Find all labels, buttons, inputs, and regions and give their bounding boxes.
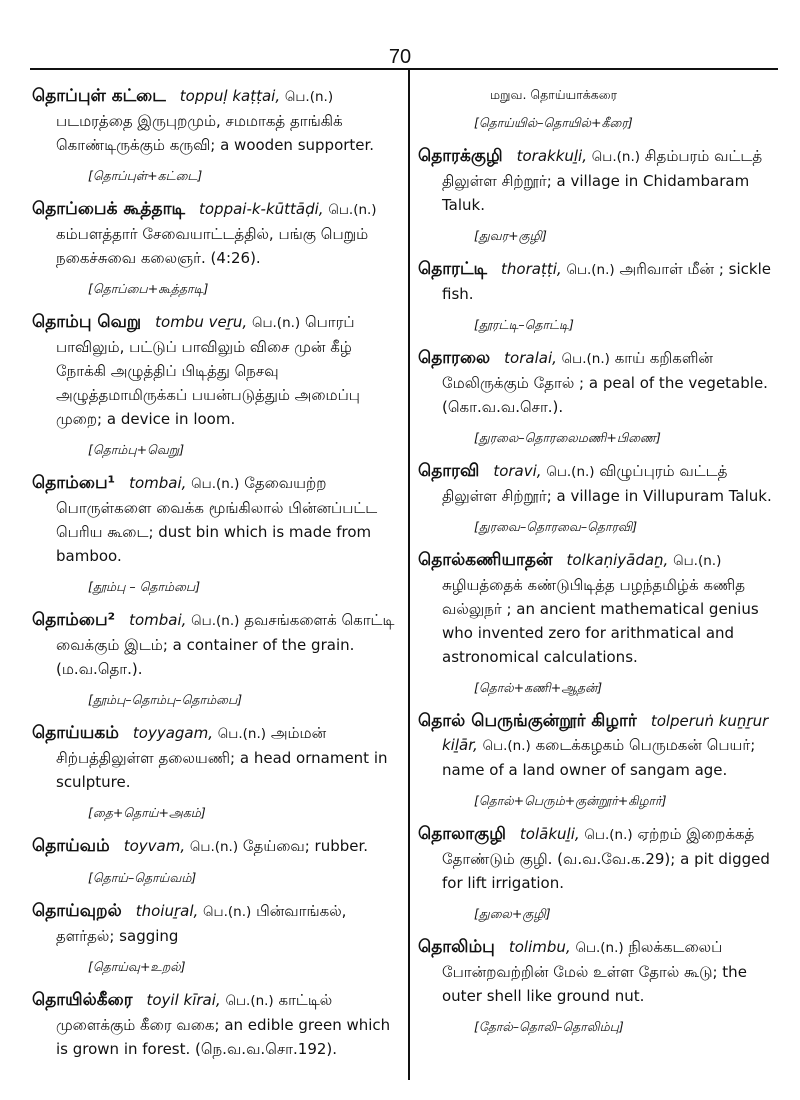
transliteration: thoiuṟal,: [135, 902, 199, 920]
definition: தேய்வை; rubber.: [242, 837, 369, 855]
entry-line: [32, 310, 398, 431]
part-of-speech: பெ.(n.): [561, 351, 610, 367]
definition: ஏற்றம் இறைக்கத் தோண்டும் குழி. (வ.வ.வே.க.29); a pit digged for lift irrigation.: [442, 825, 770, 892]
left-column: [32, 84, 398, 1067]
transliteration: thoraṭṭi,: [501, 260, 562, 278]
part-of-speech: பெ.(n.): [575, 940, 624, 956]
etymology: [துவர+குழி]: [474, 228, 547, 243]
dictionary-entry: [418, 935, 784, 1036]
variant-note: மறுவ. தொய்யாக்கரை: [490, 87, 618, 102]
part-of-speech: பெ.(n.): [284, 89, 334, 105]
definition: அரிவாள் மீன் ; sickle fish.: [442, 260, 771, 303]
transliteration: toyvam,: [123, 837, 186, 855]
part-of-speech: பெ.(n.): [482, 738, 531, 754]
definition: காட்டில் முளைக்கும் கீரை வகை; an edible green which is grown in forest. (நெ.வ.வ.சொ.192).: [56, 991, 391, 1058]
dictionary-entry: [32, 834, 398, 887]
entry-line: [418, 709, 784, 782]
part-of-speech: பெ.(n.): [191, 476, 240, 492]
definition: பின்வாங்கல், தளர்தல்; sagging: [56, 902, 347, 945]
headword: தொரட்டி: [418, 259, 488, 279]
headword: தொயில்கீரை: [32, 990, 133, 1010]
transliteration: toralai,: [504, 349, 557, 367]
etymology: [தொல்+பெரும்+குன்றூர்+கிழார்]: [474, 793, 667, 808]
etymology: [துரலை–தொரலைமணி+பிணை]: [474, 430, 661, 445]
entry-line: [418, 935, 784, 1008]
entry-line: [32, 988, 398, 1061]
dictionary-entry: [418, 548, 784, 697]
dictionary-entry: [418, 257, 784, 334]
transliteration: tombai,: [129, 474, 187, 492]
transliteration: toyyagam,: [132, 724, 214, 742]
part-of-speech: பெ.(n.): [566, 262, 615, 278]
entry-line: [32, 608, 398, 681]
part-of-speech: பெ.(n.): [591, 149, 641, 165]
dictionary-entry: [32, 721, 398, 822]
part-of-speech: பெ.(n.): [203, 904, 252, 920]
headword: தொப்பைக் கூத்தாடி: [32, 199, 185, 219]
etymology: [தொய்யில்–தொயில்+கீரை]: [474, 115, 633, 130]
headword: தொம்பை²: [32, 610, 116, 630]
etymology: [தூம்பு–தொம்பு–தொம்பை]: [88, 692, 243, 707]
transliteration: torakkuḻi,: [516, 147, 587, 165]
etymology: [துலை+குழி]: [474, 906, 551, 921]
headword: தொல் பெருங்குன்றூர் கிழார்: [418, 711, 637, 731]
transliteration: tombu veṟu,: [155, 313, 248, 331]
part-of-speech: பெ.(n.): [584, 827, 633, 843]
dictionary-entry: [32, 608, 398, 709]
transliteration: tolperuṅ kuṉṟur kiḻār,: [442, 712, 769, 754]
header-rule: [30, 68, 778, 70]
definition: படமரத்தை இருபுறமும், சமமாகத் தாங்கிக் கொண்டிருக்கும் கருவி; a wooden supporter.: [56, 112, 375, 154]
entry-line: [32, 84, 398, 157]
definition: கம்பளத்தார் சேவையாட்டத்தில், பங்கு பெறும் நகைச்சுவை கலைஞர். (4:26).: [56, 225, 369, 267]
etymology: [தூரட்டி–தொட்டி]: [474, 317, 574, 332]
dictionary-entry: [418, 144, 784, 245]
dictionary-entry: [418, 822, 784, 923]
headword: தொலாகுழி: [418, 824, 506, 844]
headword: தொம்பு வெறு: [32, 312, 142, 332]
entry-line: [418, 144, 784, 217]
definition: தேவையற்ற பொருள்களை வைக்க மூங்கிலால் பின்னப்பட்ட பெரிய கூடை; dust bin which is made from bamboo.: [56, 474, 378, 565]
headword: தொய்வுறல்: [32, 901, 122, 921]
dictionary-entry: [418, 346, 784, 447]
definition: தவசங்களைக் கொட்டி வைக்கும் இடம்; a container of the grain. (ம.வ.தொ.).: [56, 611, 395, 678]
entry-line: [418, 459, 784, 508]
dictionary-entry: [32, 84, 398, 185]
entry-line: [32, 197, 398, 270]
etymology: [துரவை–தொரவை–தொரவி]: [474, 519, 638, 534]
etymology: [தொய்–தொய்வம்]: [88, 870, 197, 885]
transliteration: tolākuḻi,: [519, 825, 580, 843]
headword: தொய்யகம்: [32, 723, 119, 743]
transliteration: toyil kīrai,: [146, 991, 221, 1009]
definition: சிதம்பரம் வட்டத் திலுள்ள சிற்றூர்; a village in Chidambaram Taluk.: [442, 147, 763, 214]
dictionary-entry: [418, 86, 784, 132]
headword: தொரலை: [418, 348, 491, 368]
definition: விழுப்புரம் வட்டத் திலுள்ள சிற்றூர்; a village in Villupuram Taluk.: [442, 462, 772, 505]
headword: தொப்புள் கட்டை: [32, 86, 166, 106]
dictionary-entry: [418, 709, 784, 810]
headword: தொலிம்பு: [418, 937, 495, 957]
dictionary-entry: [32, 471, 398, 596]
definition: கடைக்கழகம் பெருமகன் பெயர்; name of a land owner of sangam age.: [442, 736, 756, 779]
part-of-speech: பெ.(n.): [546, 464, 595, 480]
entry-line: [418, 822, 784, 895]
part-of-speech: பெ.(n.): [673, 553, 722, 569]
right-column: [418, 84, 784, 1048]
column-divider: [408, 70, 410, 1080]
transliteration: tombai,: [129, 611, 187, 629]
definition: அம்மன் சிற்பத்திலுள்ள தலையணி; a head ornament in sculpture.: [56, 724, 388, 791]
entry-line: [418, 346, 784, 419]
definition: நிலக்கடலைப் போன்றவற்றின் மேல் உள்ள தோல் கூடு; the outer shell like ground nut.: [442, 938, 747, 1005]
entry-line: [418, 548, 784, 669]
transliteration: tolkaṇiyādaṉ,: [566, 551, 669, 569]
etymology: [தூம்பு – தொம்பை]: [88, 579, 201, 594]
part-of-speech: பெ.(n.): [191, 613, 240, 629]
part-of-speech: பெ.(n.): [225, 993, 274, 1009]
headword: தொரவி: [418, 461, 480, 481]
dictionary-entry: [418, 459, 784, 536]
headword: தொல்கணியாதன்: [418, 550, 553, 570]
part-of-speech: பெ.(n.): [251, 315, 301, 331]
entry-line: [418, 257, 784, 306]
page-number: 70: [388, 46, 412, 68]
dictionary-entry: [32, 310, 398, 459]
transliteration: tolimbu,: [508, 938, 571, 956]
etymology: [தோல்–தொலி–தொலிம்பு]: [474, 1019, 624, 1034]
etymology: [தொப்பை+கூத்தாடி]: [88, 281, 209, 296]
dictionary-entry: [32, 197, 398, 298]
dictionary-entry: [32, 899, 398, 976]
etymology: [தொம்பு+வெறு]: [88, 442, 185, 457]
etymology: [தொல்+கணி+ஆதன்]: [474, 680, 603, 695]
part-of-speech: பெ.(n.): [328, 202, 377, 218]
transliteration: toppuḷ kaṭṭai,: [179, 87, 281, 105]
transliteration: toppai-k-kūttāḍi,: [198, 200, 324, 218]
etymology: [தொய்வு+உறல்]: [88, 959, 186, 974]
definition: பொரப் பாவிலும், பட்டுப் பாவிலும் விசை முன் கீழ் நோக்கி அழுத்திப் பிடித்து நெசவு அழுத்தமாமிருக்கப் பயன்படுத்தும் அமைப்பு முறை; a device in loom.: [56, 313, 360, 428]
headword: தொம்பை¹: [32, 473, 116, 493]
entry-line: [32, 471, 398, 568]
part-of-speech: பெ.(n.): [189, 839, 239, 855]
part-of-speech: பெ.(n.): [217, 726, 267, 742]
entry-line: [32, 721, 398, 794]
etymology: [தொப்புள்+கட்டை]: [88, 168, 203, 183]
headword: தொரக்குழி: [418, 146, 503, 166]
headword: தொய்வம்: [32, 836, 110, 856]
definition: சுழியத்தைக் கண்டுபிடித்த பழந்தமிழ்க் கணித வல்லுநர் ; an ancient mathematical genius who invented zero for arithmatical and astronomical calculations.: [442, 576, 759, 666]
definition: காய் கறிகளின் மேலிருக்கும் தோல் ; a peal of the vegetable. (கொ.வ.வ.சொ.).: [442, 349, 768, 416]
transliteration: toravi,: [493, 462, 542, 480]
entry-line: [32, 899, 398, 948]
entry-line: [32, 834, 398, 859]
etymology: [தை+தொய்+அகம்]: [88, 805, 206, 820]
dictionary-entry: [32, 988, 398, 1061]
